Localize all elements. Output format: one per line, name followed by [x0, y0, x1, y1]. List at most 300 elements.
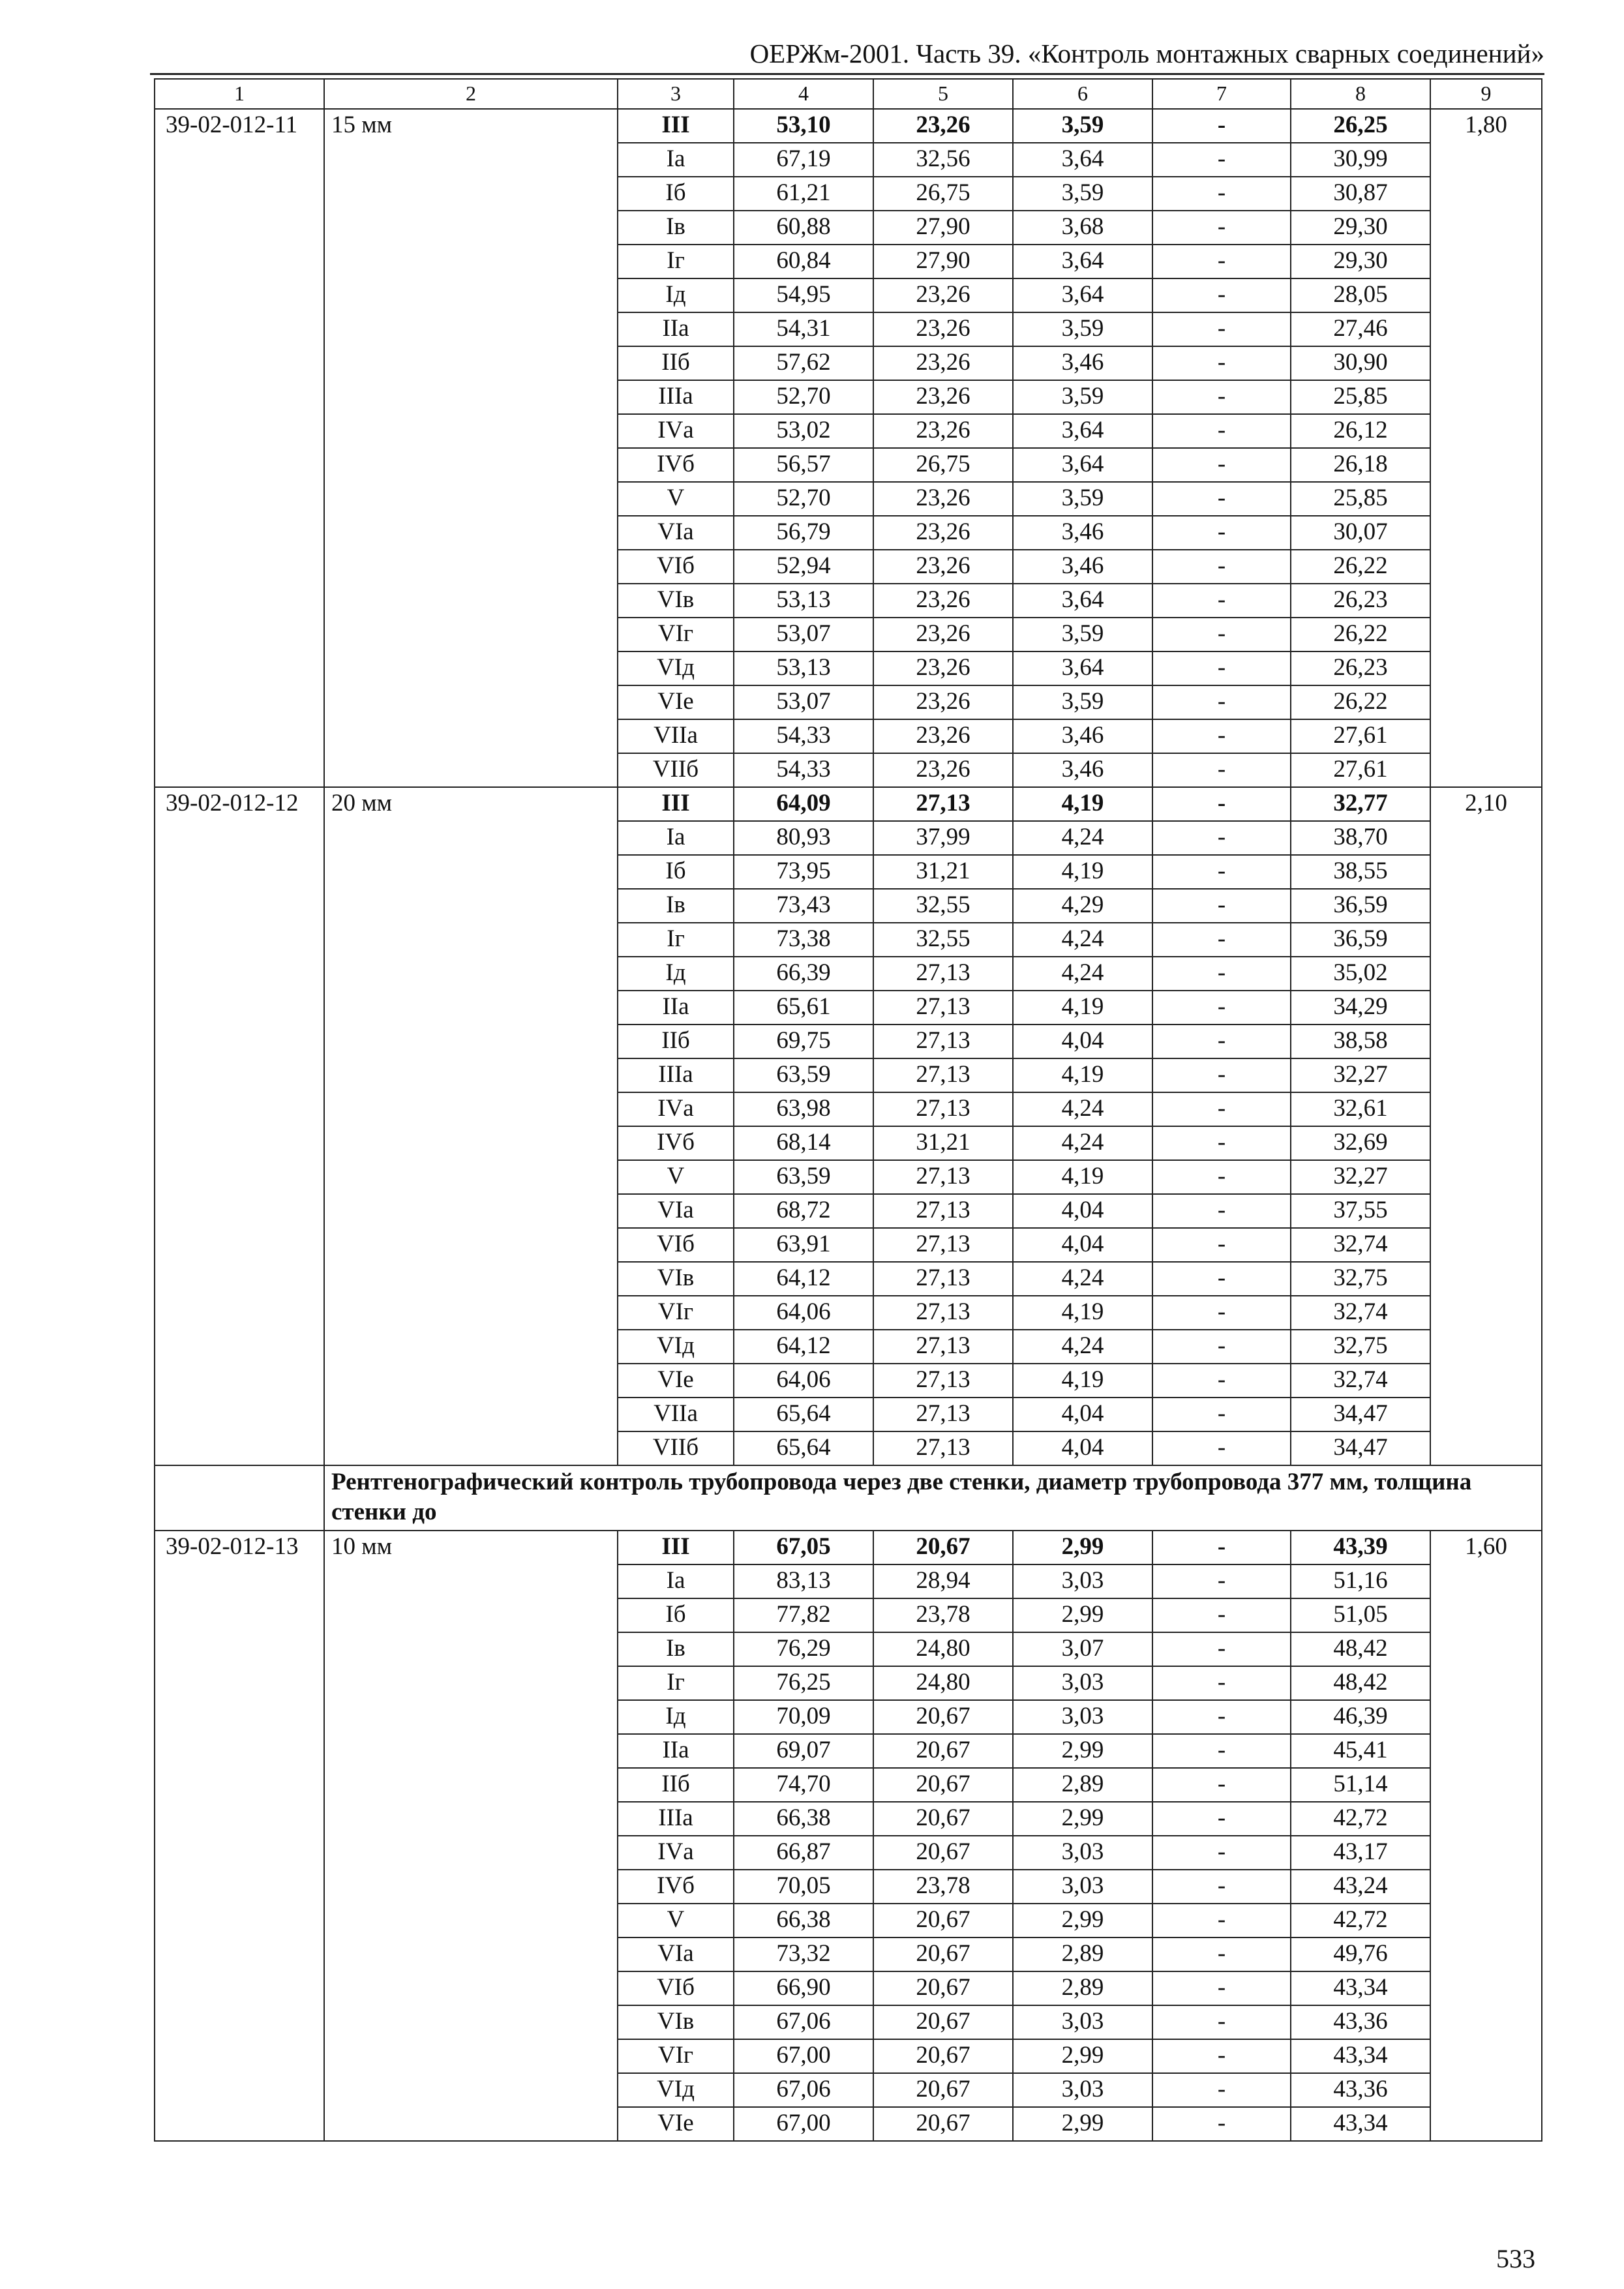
- machines-cell: 3,64: [1013, 651, 1152, 685]
- wages-cell: 23,26: [873, 346, 1013, 380]
- materials-cell: 30,90: [1291, 346, 1430, 380]
- wages-cell: 27,13: [873, 1398, 1013, 1431]
- total-cost-cell: 69,07: [734, 1734, 873, 1768]
- total-cost-cell: 56,79: [734, 516, 873, 550]
- total-cost-cell: 64,06: [734, 1364, 873, 1398]
- machinist-wages-cell: -: [1152, 1160, 1291, 1194]
- machinist-wages-cell: -: [1152, 1431, 1291, 1465]
- machines-cell: 4,19: [1013, 991, 1152, 1025]
- machinist-wages-cell: -: [1152, 380, 1291, 414]
- column-number: 5: [873, 79, 1013, 109]
- zone-cell: III: [618, 787, 734, 821]
- materials-cell: 32,74: [1291, 1364, 1430, 1398]
- materials-cell: 32,27: [1291, 1160, 1430, 1194]
- materials-cell: 32,75: [1291, 1330, 1430, 1364]
- materials-cell: 43,36: [1291, 2005, 1430, 2039]
- machines-cell: 4,19: [1013, 1058, 1152, 1092]
- wages-cell: 23,26: [873, 618, 1013, 651]
- zone-cell: V: [618, 1160, 734, 1194]
- wages-cell: 37,99: [873, 821, 1013, 855]
- wages-cell: 27,13: [873, 787, 1013, 821]
- wages-cell: 23,26: [873, 312, 1013, 346]
- machinist-wages-cell: -: [1152, 584, 1291, 618]
- total-cost-cell: 70,09: [734, 1700, 873, 1734]
- machinist-wages-cell: -: [1152, 109, 1291, 143]
- machines-cell: 2,99: [1013, 1802, 1152, 1836]
- total-cost-cell: 67,19: [734, 143, 873, 177]
- wages-cell: 23,26: [873, 278, 1013, 312]
- zone-cell: VIг: [618, 618, 734, 651]
- machines-cell: 3,46: [1013, 516, 1152, 550]
- materials-cell: 42,72: [1291, 1904, 1430, 1937]
- zone-cell: VIIа: [618, 719, 734, 753]
- zone-cell: VIв: [618, 2005, 734, 2039]
- section-title: Рентгенографический контроль трубопровода через две стенки, диаметр трубопровода 377 мм, толщина стенки до: [324, 1465, 1542, 1531]
- zone-cell: IVб: [618, 1126, 734, 1160]
- wages-cell: 20,67: [873, 2073, 1013, 2107]
- machines-cell: 3,03: [1013, 1870, 1152, 1904]
- machinist-wages-cell: -: [1152, 2073, 1291, 2107]
- machinist-wages-cell: -: [1152, 787, 1291, 821]
- total-cost-cell: 65,64: [734, 1431, 873, 1465]
- materials-cell: 27,61: [1291, 719, 1430, 753]
- total-cost-cell: 60,88: [734, 211, 873, 245]
- machinist-wages-cell: -: [1152, 1126, 1291, 1160]
- machines-cell: 3,64: [1013, 245, 1152, 278]
- materials-cell: 51,16: [1291, 1564, 1430, 1598]
- materials-cell: 34,29: [1291, 991, 1430, 1025]
- machines-cell: 4,04: [1013, 1398, 1152, 1431]
- machines-cell: 3,59: [1013, 312, 1152, 346]
- wages-cell: 27,13: [873, 1296, 1013, 1330]
- zone-cell: Iд: [618, 278, 734, 312]
- machinist-wages-cell: -: [1152, 957, 1291, 991]
- materials-cell: 43,17: [1291, 1836, 1430, 1870]
- zone-cell: VIе: [618, 1364, 734, 1398]
- machinist-wages-cell: -: [1152, 1700, 1291, 1734]
- column-number: 2: [324, 79, 618, 109]
- machines-cell: 4,04: [1013, 1194, 1152, 1228]
- machinist-wages-cell: -: [1152, 1092, 1291, 1126]
- rate-code: 39-02-012-13: [155, 1531, 324, 2141]
- machinist-wages-cell: -: [1152, 516, 1291, 550]
- zone-cell: IIIа: [618, 1058, 734, 1092]
- machinist-wages-cell: -: [1152, 685, 1291, 719]
- total-cost-cell: 65,64: [734, 1398, 873, 1431]
- total-cost-cell: 65,61: [734, 991, 873, 1025]
- total-cost-cell: 63,59: [734, 1160, 873, 1194]
- materials-cell: 49,76: [1291, 1937, 1430, 1971]
- total-cost-cell: 53,02: [734, 414, 873, 448]
- zone-cell: VIв: [618, 584, 734, 618]
- machines-cell: 2,99: [1013, 2039, 1152, 2073]
- machines-cell: 4,04: [1013, 1025, 1152, 1058]
- zone-cell: IVб: [618, 448, 734, 482]
- machinist-wages-cell: -: [1152, 211, 1291, 245]
- materials-cell: 38,55: [1291, 855, 1430, 889]
- total-cost-cell: 74,70: [734, 1768, 873, 1802]
- total-cost-cell: 52,94: [734, 550, 873, 584]
- machines-cell: 2,99: [1013, 1598, 1152, 1632]
- machines-cell: 4,19: [1013, 1364, 1152, 1398]
- materials-cell: 32,61: [1291, 1092, 1430, 1126]
- total-cost-cell: 68,14: [734, 1126, 873, 1160]
- zone-cell: Iд: [618, 1700, 734, 1734]
- total-cost-cell: 64,06: [734, 1296, 873, 1330]
- machines-cell: 4,19: [1013, 787, 1152, 821]
- machinist-wages-cell: -: [1152, 618, 1291, 651]
- column-number: 9: [1430, 79, 1542, 109]
- total-cost-cell: 54,33: [734, 753, 873, 787]
- materials-cell: 32,74: [1291, 1228, 1430, 1262]
- machines-cell: 3,03: [1013, 1666, 1152, 1700]
- machines-cell: 2,99: [1013, 1734, 1152, 1768]
- machines-cell: 3,59: [1013, 177, 1152, 211]
- machinist-wages-cell: -: [1152, 177, 1291, 211]
- wages-cell: 23,26: [873, 651, 1013, 685]
- wages-cell: 20,67: [873, 1836, 1013, 1870]
- total-cost-cell: 52,70: [734, 380, 873, 414]
- total-cost-cell: 76,29: [734, 1632, 873, 1666]
- total-cost-cell: 77,82: [734, 1598, 873, 1632]
- wages-cell: 26,75: [873, 177, 1013, 211]
- machines-cell: 3,64: [1013, 584, 1152, 618]
- materials-cell: 34,47: [1291, 1398, 1430, 1431]
- machines-cell: 2,99: [1013, 1531, 1152, 1564]
- materials-cell: 26,23: [1291, 584, 1430, 618]
- zone-cell: IIа: [618, 991, 734, 1025]
- wages-cell: 23,26: [873, 719, 1013, 753]
- zone-cell: Iг: [618, 245, 734, 278]
- wages-cell: 27,13: [873, 1025, 1013, 1058]
- zone-cell: VIд: [618, 1330, 734, 1364]
- machines-cell: 3,59: [1013, 109, 1152, 143]
- total-cost-cell: 53,13: [734, 651, 873, 685]
- machines-cell: 3,59: [1013, 482, 1152, 516]
- wages-cell: 27,13: [873, 1228, 1013, 1262]
- machinist-wages-cell: -: [1152, 346, 1291, 380]
- machinist-wages-cell: -: [1152, 1025, 1291, 1058]
- materials-cell: 26,22: [1291, 685, 1430, 719]
- zone-cell: IVа: [618, 1092, 734, 1126]
- machines-cell: 3,59: [1013, 380, 1152, 414]
- machines-cell: 3,46: [1013, 719, 1152, 753]
- materials-cell: 30,99: [1291, 143, 1430, 177]
- machinist-wages-cell: -: [1152, 1904, 1291, 1937]
- total-cost-cell: 80,93: [734, 821, 873, 855]
- materials-cell: 35,02: [1291, 957, 1430, 991]
- machinist-wages-cell: -: [1152, 855, 1291, 889]
- machinist-wages-cell: -: [1152, 1398, 1291, 1431]
- materials-cell: 43,34: [1291, 2039, 1430, 2073]
- total-cost-cell: 66,38: [734, 1904, 873, 1937]
- materials-cell: 32,69: [1291, 1126, 1430, 1160]
- machinist-wages-cell: -: [1152, 1296, 1291, 1330]
- machines-cell: 3,59: [1013, 685, 1152, 719]
- wages-cell: 23,26: [873, 516, 1013, 550]
- zone-cell: VIIб: [618, 753, 734, 787]
- total-cost-cell: 67,06: [734, 2073, 873, 2107]
- zone-cell: Iг: [618, 1666, 734, 1700]
- total-cost-cell: 73,32: [734, 1937, 873, 1971]
- machines-cell: 3,59: [1013, 618, 1152, 651]
- materials-cell: 32,74: [1291, 1296, 1430, 1330]
- machines-cell: 4,24: [1013, 1092, 1152, 1126]
- total-cost-cell: 70,05: [734, 1870, 873, 1904]
- total-cost-cell: 66,90: [734, 1971, 873, 2005]
- machines-cell: 3,46: [1013, 753, 1152, 787]
- machines-cell: 3,03: [1013, 1700, 1152, 1734]
- machinist-wages-cell: -: [1152, 448, 1291, 482]
- machines-cell: 4,24: [1013, 923, 1152, 957]
- machinist-wages-cell: -: [1152, 1058, 1291, 1092]
- materials-cell: 26,18: [1291, 448, 1430, 482]
- wages-cell: 32,56: [873, 143, 1013, 177]
- total-cost-cell: 76,25: [734, 1666, 873, 1700]
- machines-cell: 2,89: [1013, 1937, 1152, 1971]
- machinist-wages-cell: -: [1152, 651, 1291, 685]
- wages-cell: 20,67: [873, 1700, 1013, 1734]
- wages-cell: 27,13: [873, 1364, 1013, 1398]
- column-number-row: [155, 79, 1542, 109]
- zone-cell: VIIб: [618, 1431, 734, 1465]
- machinist-wages-cell: -: [1152, 1531, 1291, 1564]
- section-blank-cell: [155, 1465, 324, 1531]
- materials-cell: 43,39: [1291, 1531, 1430, 1564]
- wages-cell: 27,13: [873, 1092, 1013, 1126]
- total-cost-cell: 83,13: [734, 1564, 873, 1598]
- machinist-wages-cell: -: [1152, 753, 1291, 787]
- zone-cell: Iа: [618, 1564, 734, 1598]
- wages-cell: 20,67: [873, 1531, 1013, 1564]
- column-number: 8: [1291, 79, 1430, 109]
- running-header: ОЕРЖм-2001. Часть 39. «Контроль монтажных сварных соединений»: [749, 38, 1544, 68]
- wall-thickness: 15 мм: [324, 109, 618, 787]
- machines-cell: 4,24: [1013, 1330, 1152, 1364]
- zone-cell: VIIа: [618, 1398, 734, 1431]
- materials-cell: 45,41: [1291, 1734, 1430, 1768]
- machines-cell: 2,89: [1013, 1768, 1152, 1802]
- total-cost-cell: 53,10: [734, 109, 873, 143]
- materials-cell: 26,12: [1291, 414, 1430, 448]
- machines-cell: 3,46: [1013, 550, 1152, 584]
- zone-cell: IIа: [618, 312, 734, 346]
- materials-cell: 48,42: [1291, 1666, 1430, 1700]
- machinist-wages-cell: -: [1152, 923, 1291, 957]
- machines-cell: 4,04: [1013, 1228, 1152, 1262]
- labor-cell: 1,80: [1430, 109, 1542, 787]
- machines-cell: 2,99: [1013, 2107, 1152, 2141]
- wages-cell: 24,80: [873, 1666, 1013, 1700]
- machines-cell: 3,64: [1013, 414, 1152, 448]
- total-cost-cell: 63,59: [734, 1058, 873, 1092]
- materials-cell: 36,59: [1291, 923, 1430, 957]
- labor-cell: 2,10: [1430, 787, 1542, 1465]
- machinist-wages-cell: -: [1152, 991, 1291, 1025]
- wages-cell: 27,13: [873, 957, 1013, 991]
- column-number: 1: [155, 79, 324, 109]
- zone-cell: VIд: [618, 651, 734, 685]
- total-cost-cell: 66,38: [734, 1802, 873, 1836]
- machinist-wages-cell: -: [1152, 1734, 1291, 1768]
- header-rule: [150, 73, 1544, 75]
- machines-cell: 3,03: [1013, 1836, 1152, 1870]
- materials-cell: 30,87: [1291, 177, 1430, 211]
- total-cost-cell: 73,43: [734, 889, 873, 923]
- wages-cell: 23,78: [873, 1598, 1013, 1632]
- total-cost-cell: 66,87: [734, 1836, 873, 1870]
- machinist-wages-cell: -: [1152, 1836, 1291, 1870]
- total-cost-cell: 57,62: [734, 346, 873, 380]
- machines-cell: 4,24: [1013, 821, 1152, 855]
- total-cost-cell: 64,09: [734, 787, 873, 821]
- machinist-wages-cell: -: [1152, 2107, 1291, 2141]
- column-number: 3: [618, 79, 734, 109]
- wages-cell: 27,13: [873, 1058, 1013, 1092]
- wages-cell: 23,26: [873, 753, 1013, 787]
- total-cost-cell: 53,07: [734, 618, 873, 651]
- wages-cell: 24,80: [873, 1632, 1013, 1666]
- wages-cell: 20,67: [873, 1971, 1013, 2005]
- materials-cell: 26,22: [1291, 550, 1430, 584]
- machinist-wages-cell: -: [1152, 312, 1291, 346]
- table-row: [155, 109, 1542, 143]
- column-number: 6: [1013, 79, 1152, 109]
- machinist-wages-cell: -: [1152, 2039, 1291, 2073]
- machinist-wages-cell: -: [1152, 821, 1291, 855]
- rate-code: 39-02-012-11: [155, 109, 324, 787]
- materials-cell: 37,55: [1291, 1194, 1430, 1228]
- zone-cell: IVб: [618, 1870, 734, 1904]
- labor-cell: 1,60: [1430, 1531, 1542, 2141]
- wall-thickness: 20 мм: [324, 787, 618, 1465]
- machinist-wages-cell: -: [1152, 1330, 1291, 1364]
- machines-cell: 3,03: [1013, 1564, 1152, 1598]
- zone-cell: VIа: [618, 1194, 734, 1228]
- materials-cell: 42,72: [1291, 1802, 1430, 1836]
- machines-cell: 4,19: [1013, 1160, 1152, 1194]
- table-body: [155, 79, 1542, 2141]
- total-cost-cell: 53,07: [734, 685, 873, 719]
- materials-cell: 43,24: [1291, 1870, 1430, 1904]
- machines-cell: 4,29: [1013, 889, 1152, 923]
- wages-cell: 20,67: [873, 1904, 1013, 1937]
- machinist-wages-cell: -: [1152, 2005, 1291, 2039]
- zone-cell: VIе: [618, 685, 734, 719]
- total-cost-cell: 63,91: [734, 1228, 873, 1262]
- wages-cell: 23,26: [873, 685, 1013, 719]
- zone-cell: V: [618, 482, 734, 516]
- zone-cell: IIб: [618, 1768, 734, 1802]
- materials-cell: 25,85: [1291, 482, 1430, 516]
- materials-cell: 28,05: [1291, 278, 1430, 312]
- materials-cell: 43,36: [1291, 2073, 1430, 2107]
- machinist-wages-cell: -: [1152, 1364, 1291, 1398]
- total-cost-cell: 64,12: [734, 1330, 873, 1364]
- wages-cell: 20,67: [873, 2039, 1013, 2073]
- rates-table: [154, 78, 1542, 2142]
- total-cost-cell: 68,72: [734, 1194, 873, 1228]
- wages-cell: 23,26: [873, 414, 1013, 448]
- machines-cell: 4,24: [1013, 1262, 1152, 1296]
- wages-cell: 27,13: [873, 1262, 1013, 1296]
- machines-cell: 3,46: [1013, 346, 1152, 380]
- zone-cell: VIг: [618, 2039, 734, 2073]
- machines-cell: 3,03: [1013, 2073, 1152, 2107]
- zone-cell: IIа: [618, 1734, 734, 1768]
- zone-cell: VIб: [618, 1228, 734, 1262]
- materials-cell: 26,22: [1291, 618, 1430, 651]
- zone-cell: VIг: [618, 1296, 734, 1330]
- column-number: 4: [734, 79, 873, 109]
- zone-cell: Iб: [618, 855, 734, 889]
- column-number: 7: [1152, 79, 1291, 109]
- machinist-wages-cell: -: [1152, 719, 1291, 753]
- total-cost-cell: 54,33: [734, 719, 873, 753]
- wages-cell: 23,26: [873, 584, 1013, 618]
- total-cost-cell: 69,75: [734, 1025, 873, 1058]
- zone-cell: Iа: [618, 143, 734, 177]
- wages-cell: 27,13: [873, 1431, 1013, 1465]
- machines-cell: 3,64: [1013, 448, 1152, 482]
- wages-cell: 27,90: [873, 245, 1013, 278]
- zone-cell: Iв: [618, 1632, 734, 1666]
- wages-cell: 20,67: [873, 1734, 1013, 1768]
- materials-cell: 38,58: [1291, 1025, 1430, 1058]
- zone-cell: Iа: [618, 821, 734, 855]
- materials-cell: 34,47: [1291, 1431, 1430, 1465]
- materials-cell: 32,77: [1291, 787, 1430, 821]
- machines-cell: 3,64: [1013, 143, 1152, 177]
- materials-cell: 27,61: [1291, 753, 1430, 787]
- page-number: 533: [1496, 2244, 1535, 2273]
- machinist-wages-cell: -: [1152, 1937, 1291, 1971]
- machinist-wages-cell: -: [1152, 414, 1291, 448]
- materials-cell: 36,59: [1291, 889, 1430, 923]
- zone-cell: Iв: [618, 211, 734, 245]
- machinist-wages-cell: -: [1152, 1666, 1291, 1700]
- materials-cell: 32,27: [1291, 1058, 1430, 1092]
- materials-cell: 26,23: [1291, 651, 1430, 685]
- machinist-wages-cell: -: [1152, 1564, 1291, 1598]
- total-cost-cell: 67,00: [734, 2107, 873, 2141]
- materials-cell: 32,75: [1291, 1262, 1430, 1296]
- zone-cell: Iб: [618, 177, 734, 211]
- wages-cell: 26,75: [873, 448, 1013, 482]
- wages-cell: 23,26: [873, 482, 1013, 516]
- materials-cell: 29,30: [1291, 211, 1430, 245]
- materials-cell: 26,25: [1291, 109, 1430, 143]
- zone-cell: IIб: [618, 346, 734, 380]
- materials-cell: 48,42: [1291, 1632, 1430, 1666]
- wages-cell: 27,13: [873, 1160, 1013, 1194]
- total-cost-cell: 54,31: [734, 312, 873, 346]
- zone-cell: Iг: [618, 923, 734, 957]
- materials-cell: 43,34: [1291, 2107, 1430, 2141]
- zone-cell: VIд: [618, 2073, 734, 2107]
- wages-cell: 23,26: [873, 550, 1013, 584]
- machinist-wages-cell: -: [1152, 1632, 1291, 1666]
- materials-cell: 27,46: [1291, 312, 1430, 346]
- zone-cell: IIб: [618, 1025, 734, 1058]
- wages-cell: 27,90: [873, 211, 1013, 245]
- wages-cell: 23,26: [873, 109, 1013, 143]
- machines-cell: 4,19: [1013, 1296, 1152, 1330]
- wages-cell: 31,21: [873, 855, 1013, 889]
- total-cost-cell: 73,38: [734, 923, 873, 957]
- machines-cell: 3,68: [1013, 211, 1152, 245]
- zone-cell: VIб: [618, 550, 734, 584]
